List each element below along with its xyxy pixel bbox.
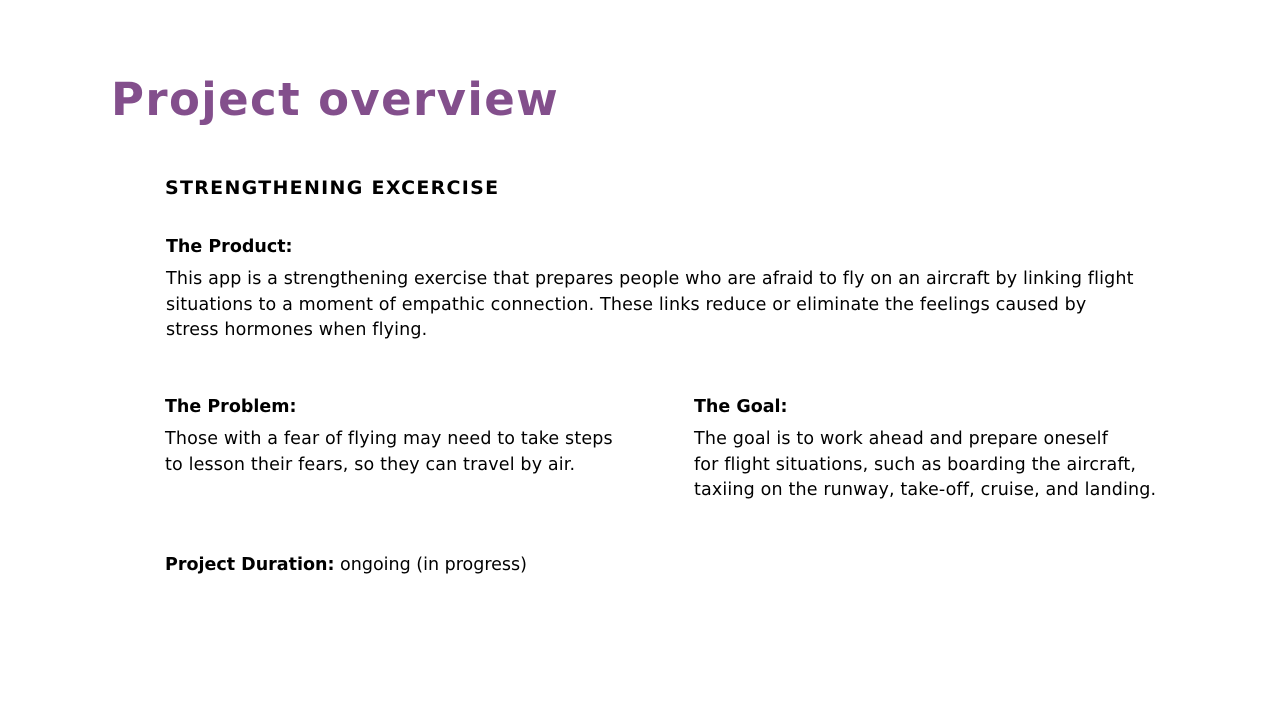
problem-label: The Problem:	[165, 397, 297, 417]
product-line: stress hormones when flying.	[166, 320, 428, 340]
goal-line: for flight situations, such as boarding the aircraft,	[694, 454, 1137, 475]
project-duration	[165, 553, 527, 578]
project-subtitle: STRENGTHENING EXCERCISE	[165, 177, 500, 199]
goal-line: taxiing on the runway, take-off, cruise, and landing.	[694, 480, 1157, 500]
page-title: Project overview	[111, 73, 560, 126]
product-section	[166, 236, 1176, 344]
product-label: The Product:	[166, 237, 293, 257]
goal-line: The goal is to work ahead and prepare oneself	[694, 429, 1109, 449]
duration-value: ongoing (in progress)	[340, 555, 527, 575]
product-line: situations to a moment of empathic connection. These links reduce or eliminate the feelings caused by	[166, 294, 1087, 315]
product-description	[166, 267, 1176, 344]
goal-description	[694, 427, 1184, 504]
problem-line: Those with a fear of flying may need to take steps	[165, 429, 613, 449]
goal-label: The Goal:	[694, 397, 788, 417]
problem-section	[165, 396, 645, 478]
problem-description	[165, 427, 645, 478]
product-line: This app is a strengthening exercise that prepares people who are afraid to fly on an aircraft by linking flight	[166, 269, 1134, 289]
goal-section	[694, 396, 1184, 504]
duration-label: Project Duration:	[165, 555, 335, 575]
problem-line: to lesson their fears, so they can travel by air.	[165, 454, 576, 475]
